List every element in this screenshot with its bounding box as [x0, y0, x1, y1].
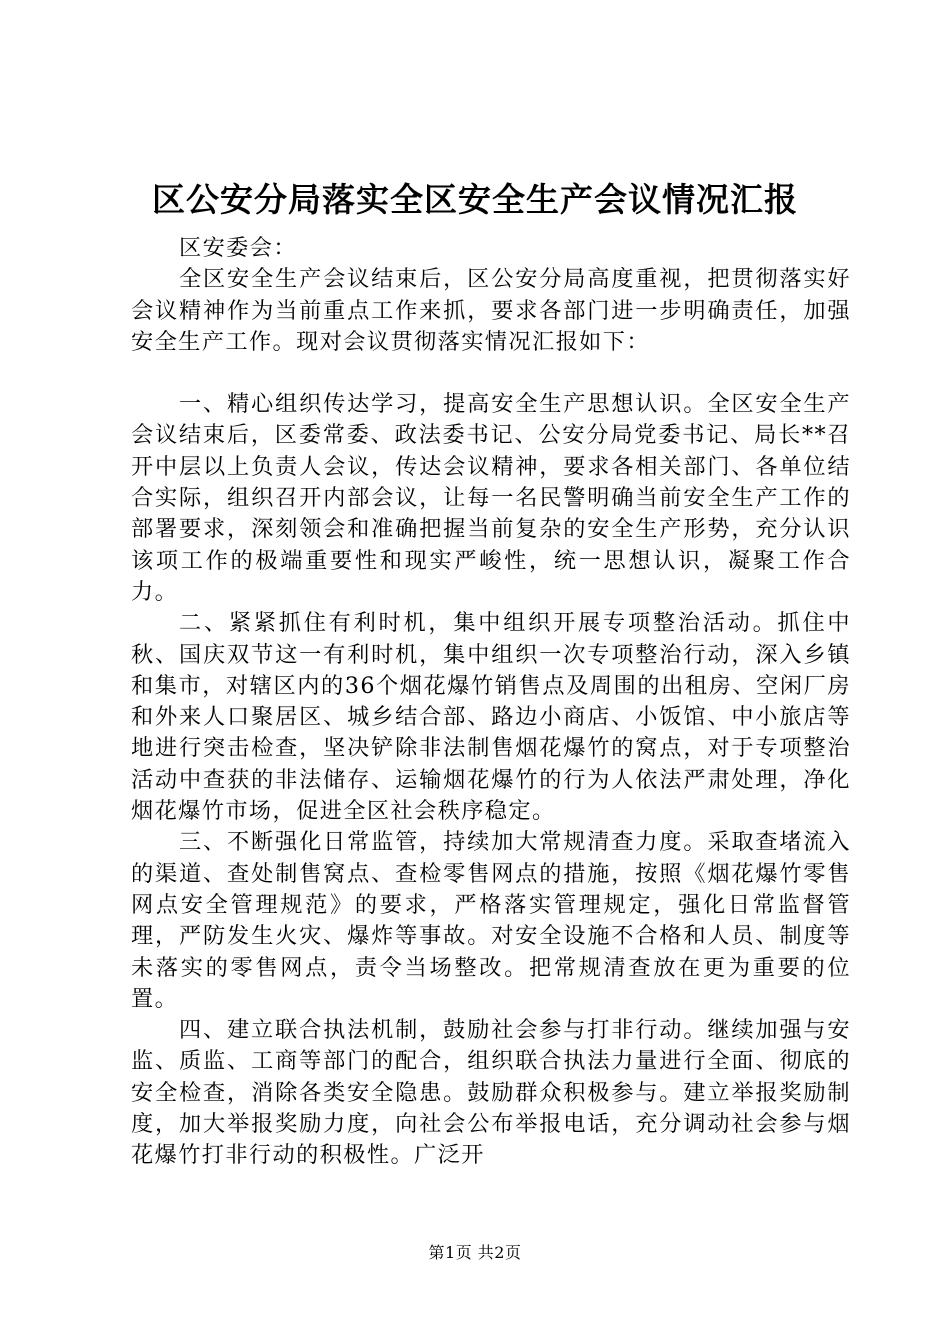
page-footer: 第1页 共2页 [428, 1243, 522, 1262]
document-body [131, 233, 851, 1172]
paragraph-section-4: 四、建立联合执法机制，鼓励社会参与打非行动。继续加强与安监、质监、工商等部门的配合，组织联合执法力量进行全面、彻底的安全检查，消除各类安全隐患。鼓励群众积极参与。建立举报奖励制度，加大举报奖励力度，向社会公布举报电话，充分调动社会参与烟花爆竹打非行动的积极性。广泛开 [131, 1017, 851, 1169]
paragraph-section-3: 三、不断强化日常监管，持续加大常规清查力度。采取查堵流入的渠道、查处制售窝点、查检零售网点的措施，按照《烟花爆竹零售网点安全管理规范》的要求，严格落实管理规定，强化日常监督管理，严防发生火灾、爆炸等事故。对安全设施不合格和人员、制度等未落实的零售网点，责令当场整改。把常规清查放在更为重要的位置。 [131, 829, 851, 1012]
paragraph-section-2: 二、紧紧抓住有利时机，集中组织开展专项整治活动。抓住中秋、国庆双节这一有利时机，集中组织一次专项整治行动，深入乡镇和集市，对辖区内的36个烟花爆竹销售点及周围的出租房、空闲厂房和外来人口聚居区、城乡结合部、路边小商店、小饭馆、中小旅店等地进行突击检查，坚决铲除非法制售烟花爆竹的窝点，对于专项整治活动中查获的非法储存、运输烟花爆竹的行为人依法严肃处理，净化烟花爆竹市场，促进全区社会秩序稳定。 [131, 610, 851, 825]
salutation: 区安委会： [179, 235, 297, 261]
paragraph-intro: 全区安全生产会议结束后，区公安分局高度重视，把贯彻落实好会议精神作为当前重点工作来抓，要求各部门进一步明确责任，加强安全生产工作。现对会议贯彻落实情况汇报如下： [131, 266, 851, 355]
paragraph-section-1: 一、精心组织传达学习，提高安全生产思想认识。全区安全生产会议结束后，区委常委、政法委书记、公安分局党委书记、局长**召开中层以上负责人会议，传达会议精神，要求各相关部门、各单位结合实际，组织召开内部会议，让每一名民警明确当前安全生产工作的部署要求，深刻领会和准确把握当前复杂的安全生产形势，充分认识该项工作的极端重要性和现实严峻性，统一思想认识，凝聚工作合力。 [131, 391, 851, 605]
document-title: 区公安分局落实全区安全生产会议情况汇报 [152, 180, 798, 219]
